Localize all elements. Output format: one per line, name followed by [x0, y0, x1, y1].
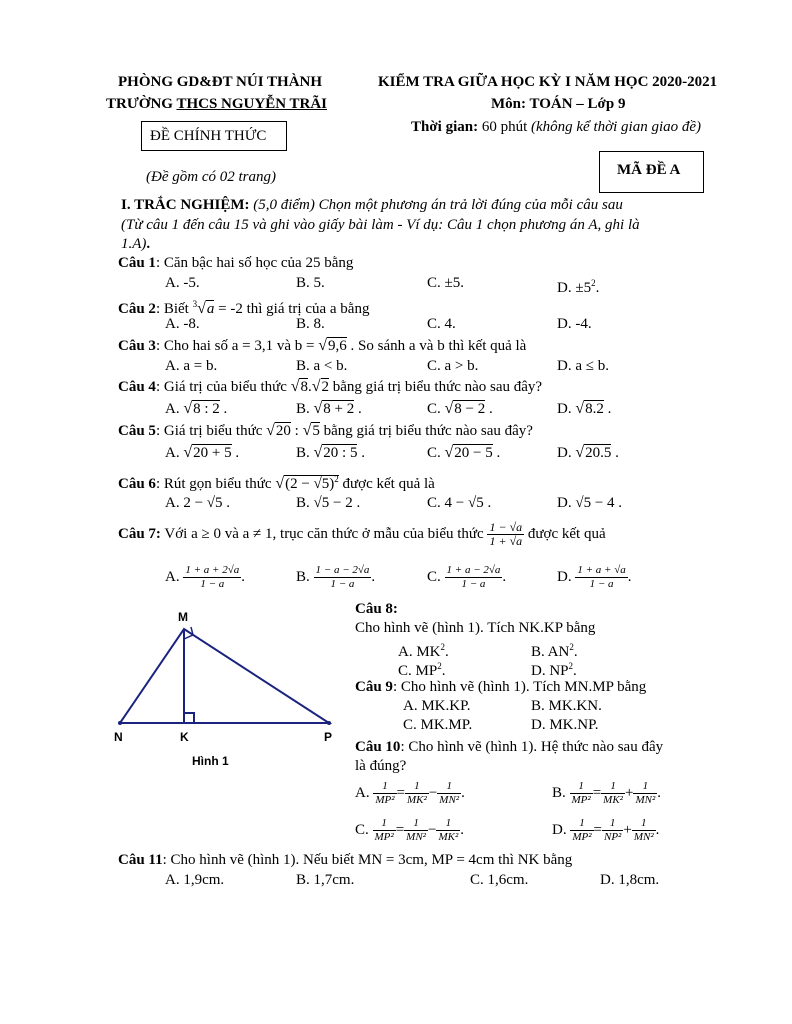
point-p — [327, 721, 331, 725]
q11-option-a[interactable]: A. 1,9cm. — [165, 872, 225, 888]
q1-option-b[interactable]: B. 5. — [296, 275, 325, 291]
q10-option-b[interactable]: B. $\frac{1}{\text{MP²}}$ = $\frac{1}{\text{MK²}}$ + $\frac{1}{\text{MN²}}$ . — [552, 780, 662, 807]
q7-option-d[interactable]: D. $\frac{1 + a + √a}{1 - a}$ . — [557, 564, 632, 591]
question-2: Câu 2: Biết $^3$√a = -2 thì giá trị của a bằng — [118, 299, 370, 317]
q9-option-c[interactable]: C. MK.MP. — [403, 717, 473, 733]
q8-option-c[interactable]: C. $MP^2$. — [398, 661, 446, 679]
q3-option-b[interactable]: B. a < b. — [296, 358, 348, 374]
question-4: Câu 4: Giá trị của biểu thức √8.√2 bằng giá trị biểu thức nào sau đây? — [118, 378, 543, 395]
label-m: M — [178, 610, 188, 624]
pages-note: (Đề gồm có 02 trang) — [146, 169, 276, 185]
q5-option-a[interactable]: A. √20 + 5 . — [165, 444, 240, 461]
time-line: Thời gian: 60 phút (không kể thời gian giao đề) — [411, 119, 702, 135]
label-n: N — [114, 730, 123, 744]
q6-option-b[interactable]: B. √5 − 2 . — [296, 495, 361, 511]
q3-option-c[interactable]: C. a > b. — [427, 358, 479, 374]
q4-option-b[interactable]: B. √8 + 2 . — [296, 400, 362, 417]
q11-option-c[interactable]: C. 1,6cm. — [470, 872, 529, 888]
q6-option-c[interactable]: C. 4 − √5 . — [427, 495, 492, 511]
q8-option-b[interactable]: B. $AN^2$. — [531, 642, 578, 660]
q5-option-b[interactable]: B. √20 : 5 . — [296, 444, 365, 461]
question-3: Câu 3: Cho hai số a = 3,1 và b = √9,6 . So sánh a và b thì kết quả là — [118, 337, 527, 354]
q4-option-d[interactable]: D. √8.2 . — [557, 400, 612, 417]
q3-option-d[interactable]: D. a ≤ b. — [557, 358, 609, 374]
q9-option-a[interactable]: A. MK.KP. — [403, 698, 471, 714]
q2-option-d[interactable]: D. -4. — [557, 316, 592, 332]
q7-option-b[interactable]: B. $\frac{1 - a - 2√a}{1 - a}$ . — [296, 564, 376, 591]
triangle-mnp — [120, 629, 329, 723]
q1-option-a[interactable]: A. -5. — [165, 275, 200, 291]
school-name: TRƯỜNG THCS NGUYỄN TRÃI — [106, 96, 328, 112]
point-n — [118, 721, 122, 725]
question-10: Câu 10: Cho hình vẽ (hình 1). Hệ thức nào sau đây — [355, 739, 664, 755]
q5-option-c[interactable]: C. √20 − 5 . — [427, 444, 501, 461]
section-instruction: (Từ câu 1 đến câu 15 và ghi vào giấy bài làm - Ví dụ: Câu 1 chọn phương án A, ghi là — [121, 217, 640, 233]
q7-option-a[interactable]: A. $\frac{1 + a + 2√a}{1 - a}$ . — [165, 564, 245, 591]
question-11: Câu 11: Cho hình vẽ (hình 1). Nếu biết MN = 3cm, MP = 4cm thì NK bằng — [118, 852, 573, 868]
q4-option-c[interactable]: C. √8 − 2 . — [427, 400, 493, 417]
q9-option-d[interactable]: D. MK.NP. — [531, 717, 599, 733]
subject: Môn: TOÁN – Lớp 9 — [491, 96, 626, 112]
q6-option-a[interactable]: A. 2 − √5 . — [165, 495, 231, 511]
question-9: Câu 9: Cho hình vẽ (hình 1). Tích MN.MP bằng — [355, 679, 647, 695]
q8-option-d[interactable]: D. $NP^2$. — [531, 661, 577, 679]
question-7: Câu 7: Với a ≥ 0 và a ≠ 1, trục căn thức ở mẫu của biểu thức $\frac{1 - √a}{1 + √a}$ được kết quả — [118, 520, 606, 549]
q2-option-a[interactable]: A. -8. — [165, 316, 200, 332]
triangle-figure — [100, 605, 350, 775]
q11-option-b[interactable]: B. 1,7cm. — [296, 872, 355, 888]
q10-option-c[interactable]: C. $\frac{1}{\text{MP²}}$ = $\frac{1}{\text{MN²}}$ − $\frac{1}{\text{MK²}}$ . — [355, 817, 465, 844]
question-8-text: Cho hình vẽ (hình 1). Tích NK.KP bằng — [355, 620, 596, 636]
q6-option-d[interactable]: D. √5 − 4 . — [557, 495, 623, 511]
q2-option-c[interactable]: C. 4. — [427, 316, 456, 332]
q9-option-b[interactable]: B. MK.KN. — [531, 698, 602, 714]
department-name: PHÒNG GD&ĐT NÚI THÀNH — [118, 74, 323, 90]
question-6: Câu 6: Rút gọn biểu thức $√(2 - √5)^2$ được kết quả là — [118, 474, 435, 492]
q7-expression: $\frac{1 - √a}{1 + √a}$ — [489, 520, 523, 549]
q4-option-a[interactable]: A. √8 : 2 . — [165, 400, 228, 417]
label-p: P — [324, 730, 333, 744]
section-title: I. TRẮC NGHIỆM: (5,0 điểm) Chọn một phương án trả lời đúng của mỗi câu sau — [121, 197, 623, 213]
question-5: Câu 5: Giá trị biểu thức √20 : √5 bằng giá trị biểu thức nào sau đây? — [118, 422, 533, 439]
q2-option-b[interactable]: B. 8. — [296, 316, 325, 332]
label-k: K — [180, 730, 189, 744]
q8-option-a[interactable]: A. $MK^2$. — [398, 642, 449, 660]
q5-option-d[interactable]: D. √20.5 . — [557, 444, 619, 461]
exam-code: MÃ ĐỀ A — [617, 162, 681, 178]
question-8: Câu 8: — [355, 601, 398, 617]
q10-option-d[interactable]: D. $\frac{1}{\text{MP²}}$ = $\frac{1}{\text{NP²}}$ + $\frac{1}{\text{MN²}}$ . — [552, 817, 660, 844]
exam-title: KIỂM TRA GIỮA HỌC KỲ I NĂM HỌC 2020-2021 — [378, 74, 718, 90]
q1-option-c[interactable]: C. ±5. — [427, 275, 464, 291]
q1-option-d[interactable]: D. $\pm 5^2$. — [557, 278, 600, 296]
official-label: ĐỀ CHÍNH THỨC — [150, 128, 267, 144]
q3-option-a[interactable]: A. a = b. — [165, 358, 218, 374]
right-angle-k — [184, 713, 194, 723]
q7-option-c[interactable]: C. $\frac{1 + a - 2√a}{1 - a}$ . — [427, 564, 507, 591]
question-10-text2: là đúng? — [355, 758, 407, 774]
q11-option-d[interactable]: D. 1,8cm. — [600, 872, 660, 888]
section-instruction-end: 1.A). — [121, 236, 151, 252]
figure-caption: Hình 1 — [192, 754, 229, 768]
q10-option-a[interactable]: A. $\frac{1}{\text{MP²}}$ = $\frac{1}{\text{MK²}}$ − $\frac{1}{\text{MN²}}$ . — [355, 780, 465, 807]
question-1: Câu 1: Căn bậc hai số học của 25 bằng — [118, 255, 354, 271]
